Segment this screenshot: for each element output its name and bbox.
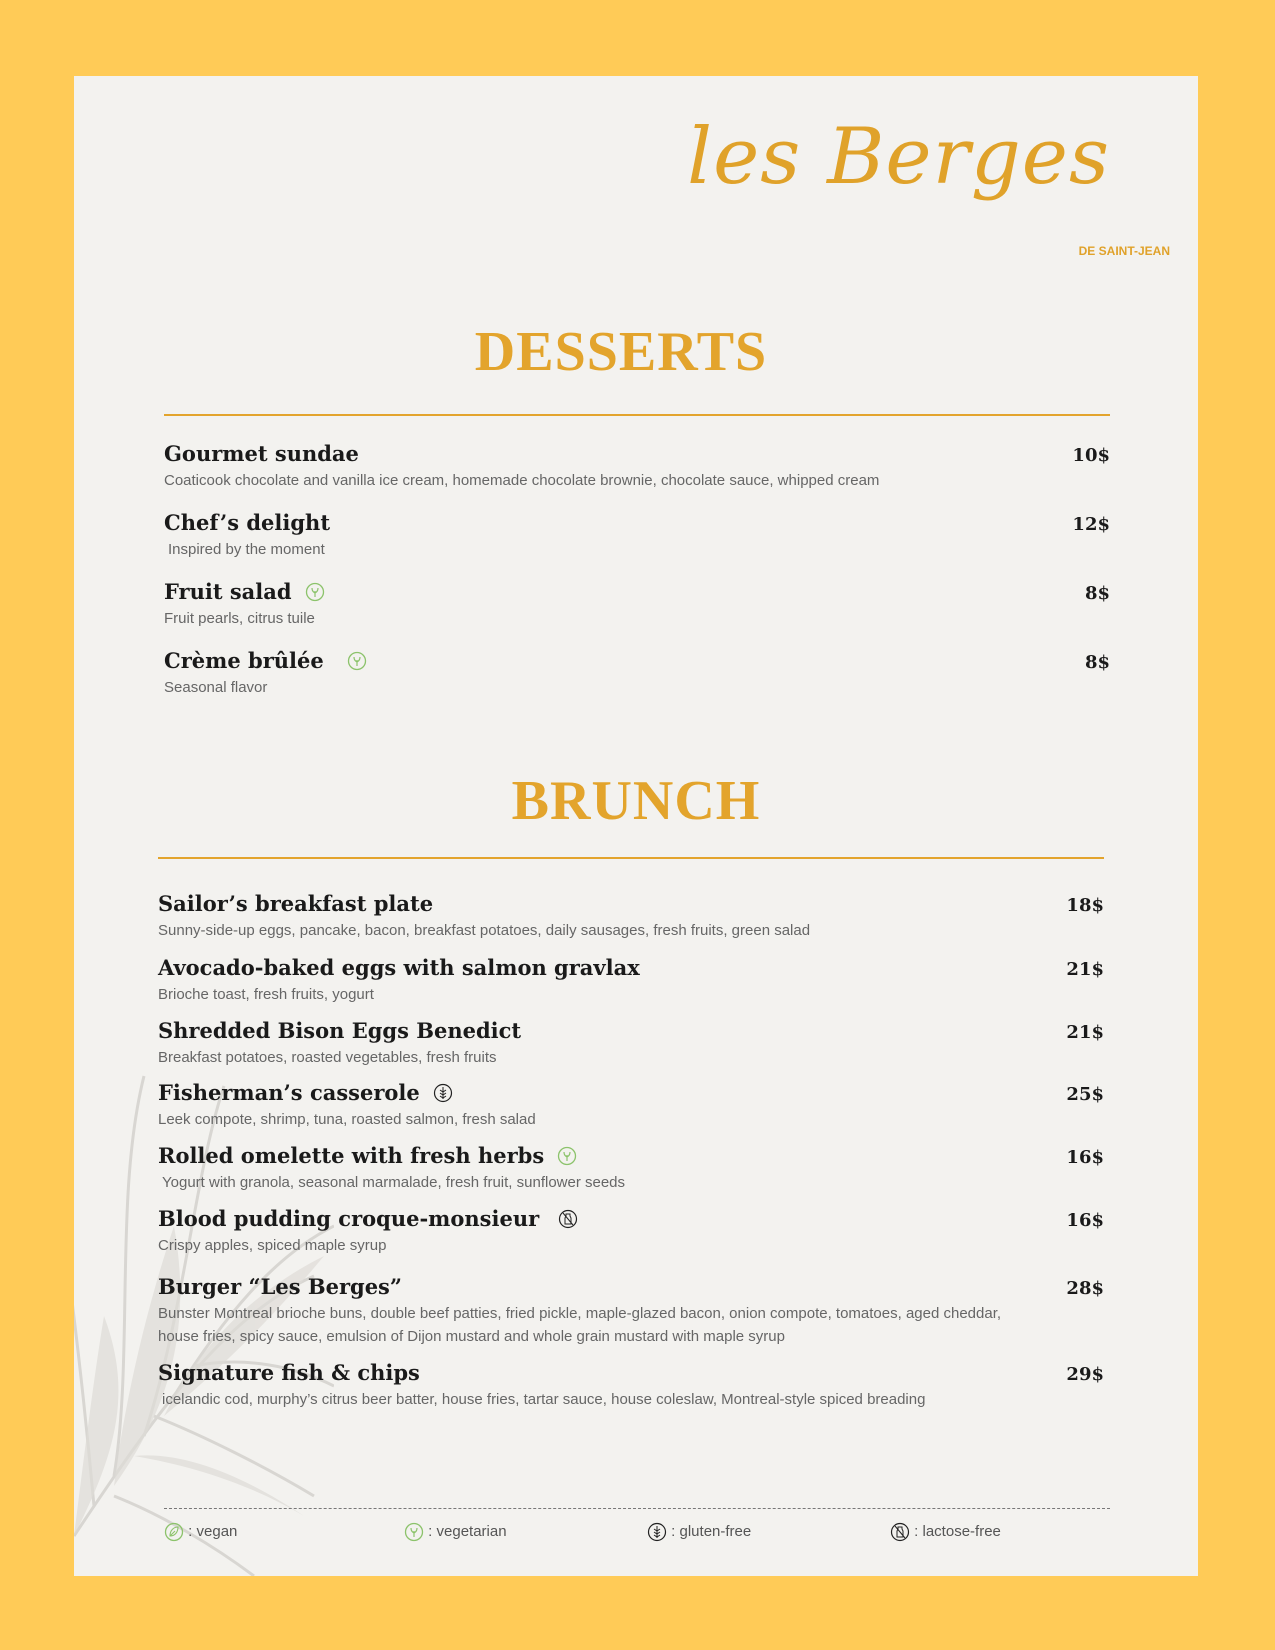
legend-gluten-free (647, 1522, 751, 1542)
item-description: Bunster Montreal brioche buns, double beef patties, fried pickle, maple-glazed bacon, onion compote, tomatoes, aged cheddar, house fries, spicy sauce, emulsion of Dijon mustard and whole grain mustard with maple syrup (158, 1305, 1002, 1345)
vegetarian-icon (305, 582, 325, 602)
brand-logo (687, 112, 1170, 258)
lactose-free-icon (890, 1522, 910, 1542)
item-description: Fruit pearls, citrus tuile (164, 610, 315, 627)
dessert-item (164, 579, 1110, 630)
item-price: 10$ (1072, 445, 1110, 466)
item-name: Sailor’s breakfast plate (158, 891, 434, 916)
item-name: Blood pudding croque-monsieur (158, 1206, 540, 1231)
lactose-free-icon (558, 1209, 578, 1229)
dessert-item (164, 510, 1110, 561)
legend-vegan (164, 1522, 237, 1542)
item-description: Crispy apples, spiced maple syrup (158, 1237, 387, 1254)
brunch-item (158, 1143, 1104, 1194)
desserts-title: DESSERTS (474, 321, 768, 383)
item-price: 21$ (1066, 1022, 1104, 1043)
vegetarian-icon (404, 1522, 424, 1542)
item-price: 16$ (1066, 1210, 1104, 1231)
item-description: Seasonal flavor (164, 679, 268, 696)
legend-vegetarian (404, 1522, 507, 1542)
brunch-item (158, 1360, 1104, 1411)
menu-card (74, 76, 1198, 1576)
legend-label: : lactose-free (914, 1522, 1001, 1540)
gluten-free-icon (647, 1522, 667, 1542)
item-description: Leek compote, shrimp, tuna, roasted salmon, fresh salad (158, 1111, 536, 1128)
item-name: Avocado-baked eggs with salmon gravlax (158, 955, 640, 980)
item-name: Rolled omelette with fresh herbs (158, 1143, 545, 1168)
item-price: 16$ (1066, 1147, 1104, 1168)
item-description: Coaticook chocolate and vanilla ice cream, homemade chocolate brownie, chocolate sauce, whipped cream (164, 472, 880, 489)
brand-name: les Berges (687, 112, 1110, 202)
legend-label: : vegetarian (428, 1522, 507, 1540)
item-name: Fisherman’s casserole (158, 1080, 420, 1105)
item-price: 28$ (1066, 1278, 1104, 1299)
brunch-divider (158, 857, 1104, 859)
brunch-item (158, 1206, 1104, 1257)
desserts-divider (164, 414, 1110, 416)
item-price: 18$ (1066, 895, 1104, 916)
item-name: Chef’s delight (164, 510, 331, 535)
vegetarian-icon (347, 651, 367, 671)
item-description: Breakfast potatoes, roasted vegetables, fresh fruits (158, 1049, 497, 1066)
legend-lactose-free (890, 1522, 1001, 1542)
item-name: Signature fish & chips (158, 1360, 420, 1385)
item-price: 29$ (1066, 1364, 1104, 1385)
item-description: Yogurt with granola, seasonal marmalade, fresh fruit, sunflower seeds (162, 1174, 626, 1191)
item-name: Fruit salad (164, 579, 292, 604)
vegan-icon (164, 1522, 184, 1542)
item-description: Sunny-side-up eggs, pancake, bacon, breakfast potatoes, daily sausages, fresh fruits, green salad (158, 922, 811, 939)
item-name: Shredded Bison Eggs Benedict (158, 1018, 522, 1043)
item-name: Burger “Les Berges” (158, 1274, 402, 1299)
item-price: 8$ (1084, 652, 1110, 673)
vegetarian-icon (557, 1146, 577, 1166)
dessert-item (164, 648, 1110, 699)
legend-label: : gluten-free (671, 1522, 752, 1540)
legend-divider (164, 1508, 1110, 1509)
item-description: Brioche toast, fresh fruits, yogurt (158, 986, 374, 1003)
item-description: Inspired by the moment (168, 541, 325, 558)
legend-label: : vegan (188, 1522, 238, 1540)
item-price: 21$ (1066, 959, 1104, 980)
item-price: 12$ (1072, 514, 1110, 535)
brunch-item (158, 955, 1104, 1006)
brand-subtitle: DE SAINT-JEAN (1078, 244, 1170, 258)
brunch-item (158, 1274, 1104, 1348)
item-price: 8$ (1084, 583, 1110, 604)
dessert-item (164, 441, 1110, 492)
brunch-title: BRUNCH (511, 770, 761, 832)
brunch-item (158, 1018, 1104, 1069)
gluten-free-icon (433, 1083, 453, 1103)
item-name: Crème brûlée (164, 648, 324, 673)
brunch-item (158, 1080, 1104, 1131)
item-price: 25$ (1066, 1084, 1104, 1105)
brunch-item (158, 891, 1104, 942)
item-description: icelandic cod, murphy’s citrus beer batter, house fries, tartar sauce, house coleslaw, Montreal-style spiced breading (162, 1391, 926, 1408)
item-name: Gourmet sundae (164, 441, 359, 466)
